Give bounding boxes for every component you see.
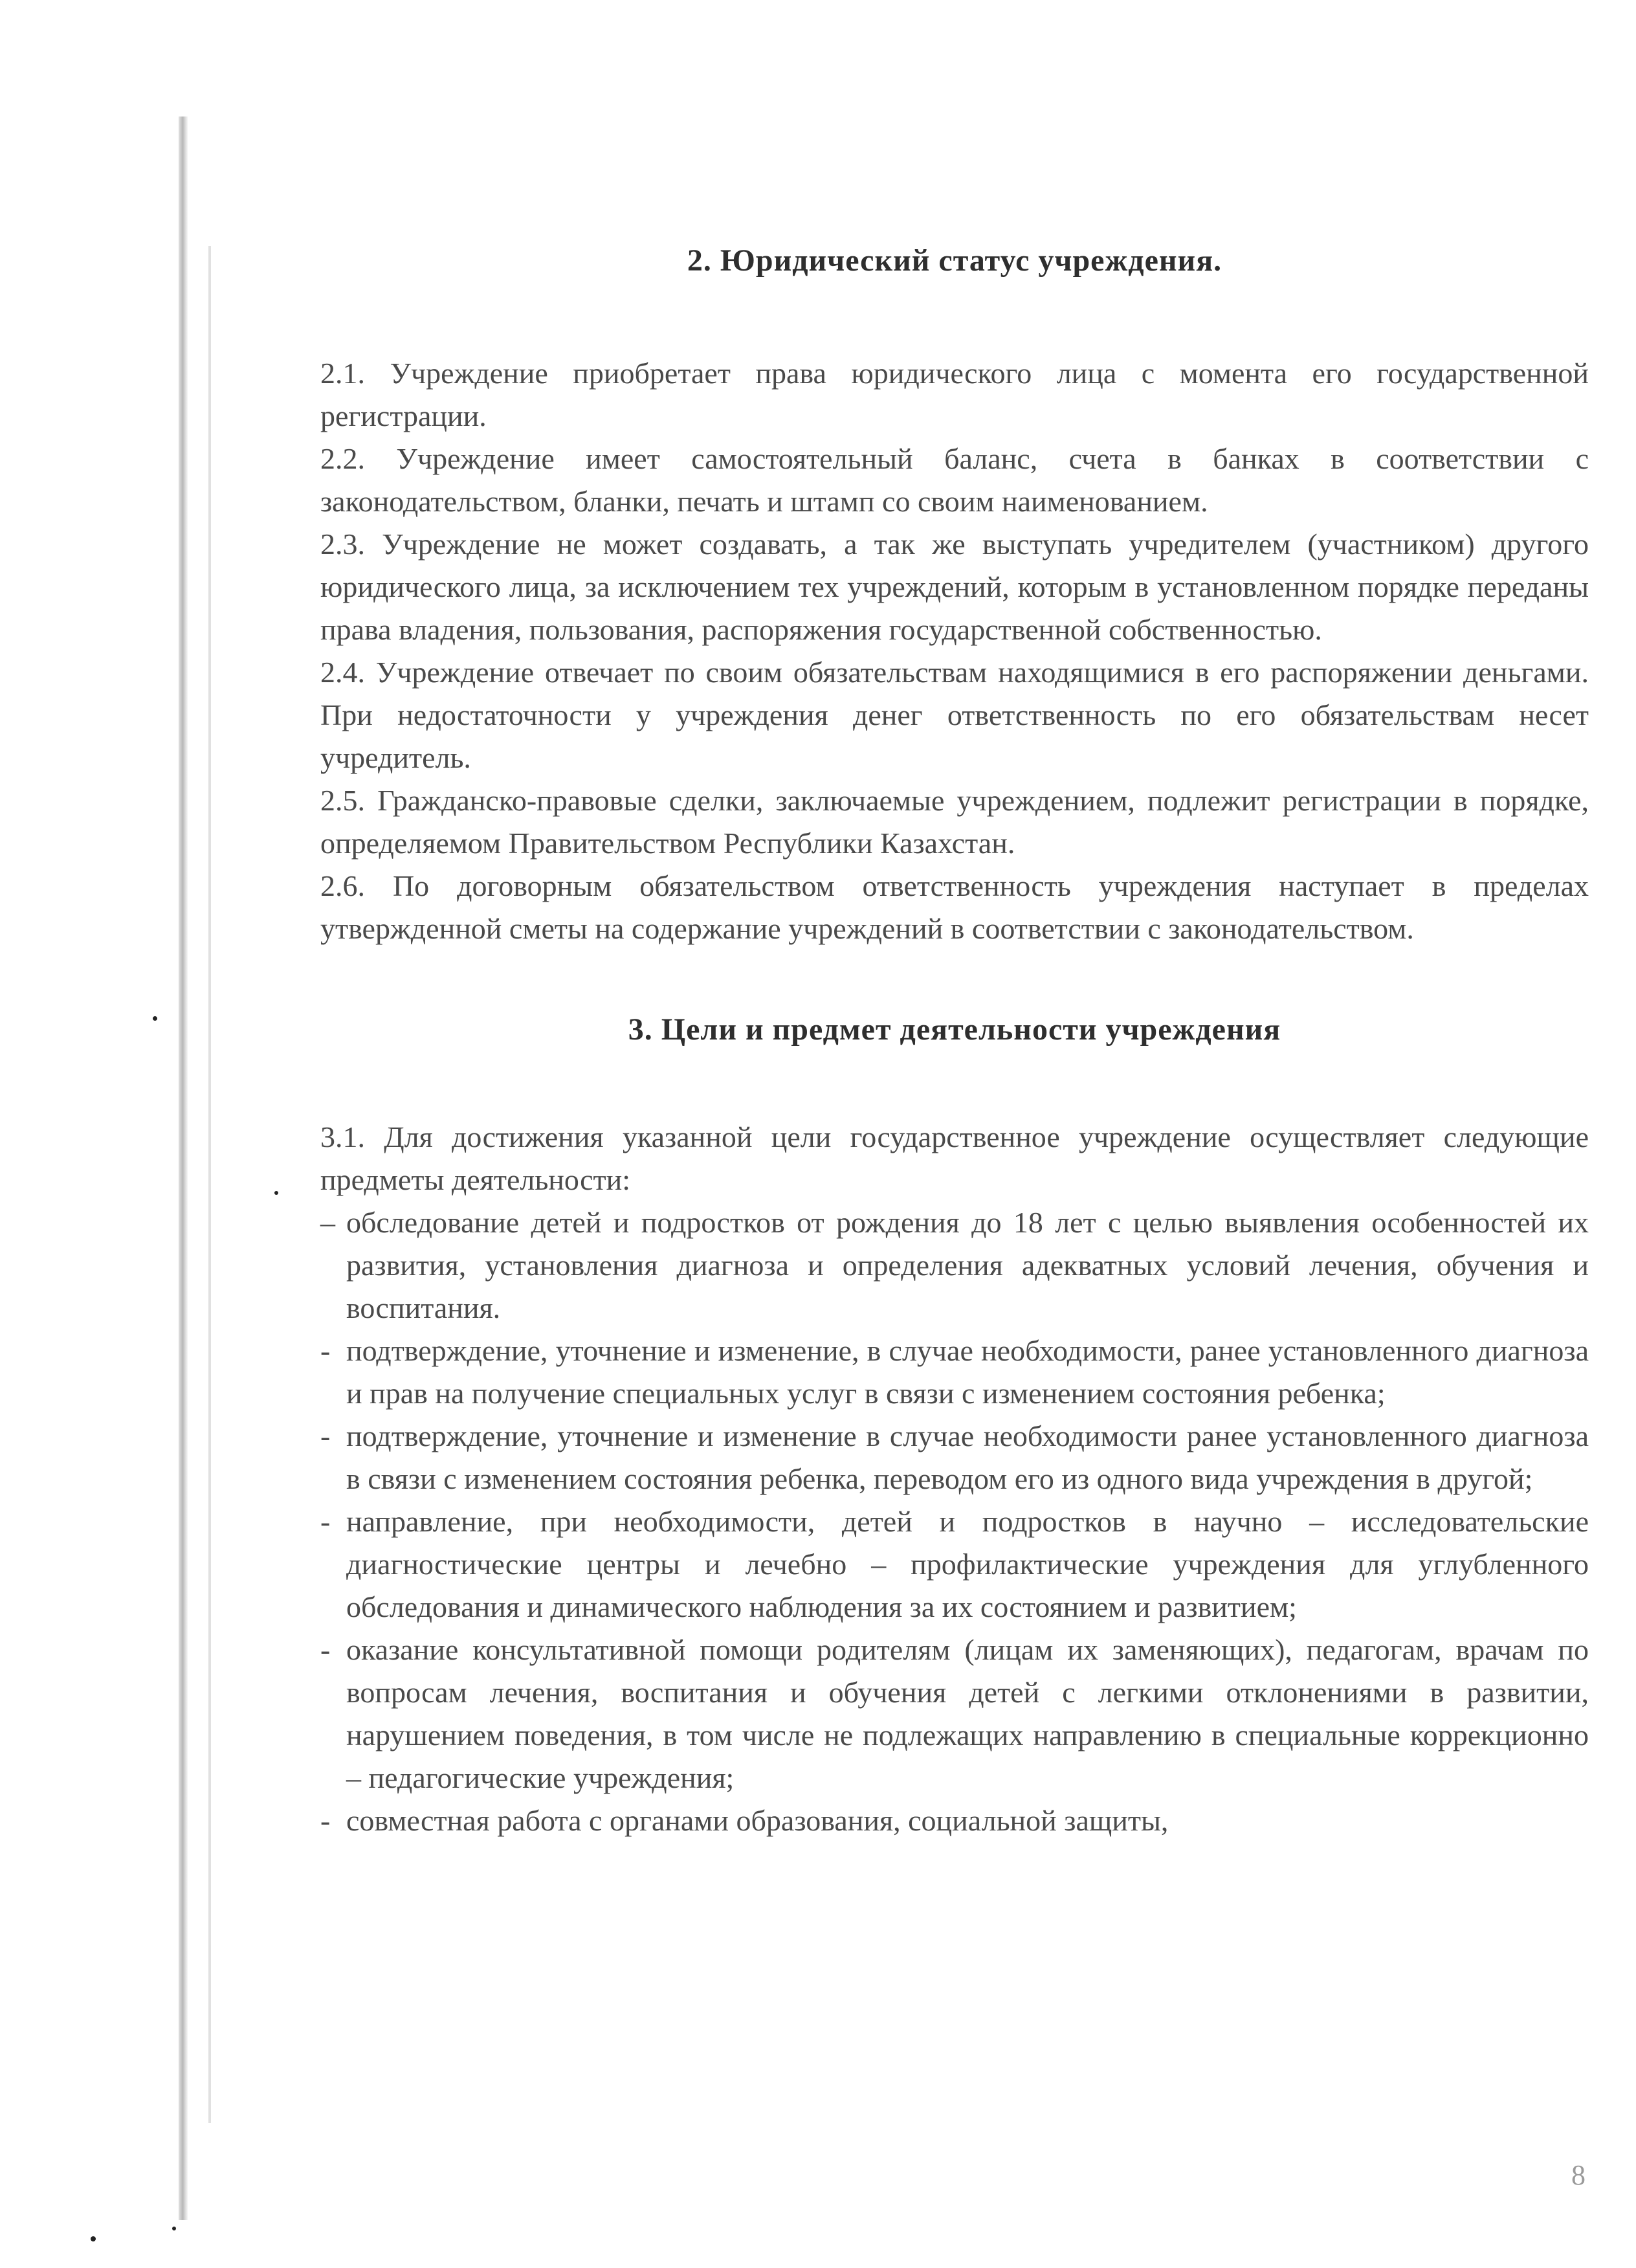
clause-2-6: 2.6. По договорным обязательством ответственность учреждения наступает в пределах утвержденной сметы на содержание учреждений в соответствии с законодательством. xyxy=(320,869,1589,945)
list-item-text: совместная работа с органами образования, социальной защиты, xyxy=(346,1804,1169,1837)
clause-2-4: 2.4. Учреждение отвечает по своим обязательствам находящимися в его распоряжении деньгами. При недостаточности у учреждения денег ответственность по его обязательствам несет учредитель. xyxy=(320,656,1589,774)
clause-2-5: 2.5. Гражданско-правовые сделки, заключаемые учреждением, подлежит регистрации в порядке, определяемом Правительством Республики Казахстан. xyxy=(320,784,1589,860)
scan-speck xyxy=(91,2236,96,2241)
list-item-text: подтверждение, уточнение и изменение, в случае необходимости, ранее установленного диагноза и прав на получение специальных услуг в связи с изменением состояния ребенка; xyxy=(346,1334,1589,1410)
scan-binding-shadow xyxy=(179,117,188,2220)
list-item-text: подтверждение, уточнение и изменение в случае необходимости ранее установленного диагноза в связи с изменением состояния ребенка, переводом его из одного вида учреждения в другой; xyxy=(346,1419,1589,1495)
document-page xyxy=(320,239,1589,1842)
list-dash: - xyxy=(320,1633,331,1666)
list-dash: - xyxy=(320,1505,331,1538)
section-2-body xyxy=(320,352,1589,950)
section-3-body xyxy=(320,1116,1589,1842)
list-dash: – xyxy=(320,1206,335,1239)
list-item xyxy=(320,1415,1589,1500)
list-item xyxy=(320,1201,1589,1329)
list-item xyxy=(320,1329,1589,1415)
list-dash: - xyxy=(320,1334,331,1367)
list-item xyxy=(320,1500,1589,1629)
clause-2-2: 2.2. Учреждение имеет самостоятельный баланс, счета в банках в соответствии с законодательством, бланки, печать и штамп со своим наименованием. xyxy=(320,442,1589,518)
list-item-text: оказание консультативной помощи родителям (лицам их заменяющих), педагогам, врачам по вопросам лечения, воспитания и обучения детей с легкими отклонениями в развитии, нарушением поведения, в том числе не подлежащих направлению в специальные коррекционно – педагогические учреждения; xyxy=(346,1633,1589,1794)
clause-2-3: 2.3. Учреждение не может создавать, а так же выступать учредителем (участником) другого юридического лица, за исключением тех учреждений, которым в установленном порядке переданы права владения, пользования, распоряжения государственной собственностью. xyxy=(320,528,1589,646)
list-item-text: направление, при необходимости, детей и подростков в научно – исследовательские диагностические центры и лечебно – профилактические учреждения для углубленного обследования и динамического наблюдения за их состоянием и развитием; xyxy=(346,1505,1589,1623)
list-item xyxy=(320,1629,1589,1799)
list-item xyxy=(320,1799,1589,1842)
scan-binding-line xyxy=(208,246,211,2123)
clause-3-1: 3.1. Для достижения указанной цели государственное учреждение осуществляет следующие предметы деятельности: xyxy=(320,1120,1589,1196)
list-item-text: обследование детей и подростков от рождения до 18 лет с целью выявления особенностей их развития, установления диагноза и определения адекватных условий лечения, обучения и воспитания. xyxy=(346,1206,1589,1324)
scan-speck xyxy=(153,1016,157,1021)
list-dash: - xyxy=(320,1804,331,1837)
section-3-heading: 3. Цели и предмет деятельности учреждения xyxy=(628,1012,1281,1047)
list-dash: - xyxy=(320,1419,331,1452)
page-number: 8 xyxy=(1571,2159,1586,2191)
clause-2-1: 2.1. Учреждение приобретает права юридического лица с момента его государственной регистрации. xyxy=(320,357,1589,432)
scan-speck xyxy=(172,2227,176,2230)
scan-speck xyxy=(274,1191,278,1195)
section-2-heading: 2. Юридический статус учреждения. xyxy=(687,243,1222,278)
